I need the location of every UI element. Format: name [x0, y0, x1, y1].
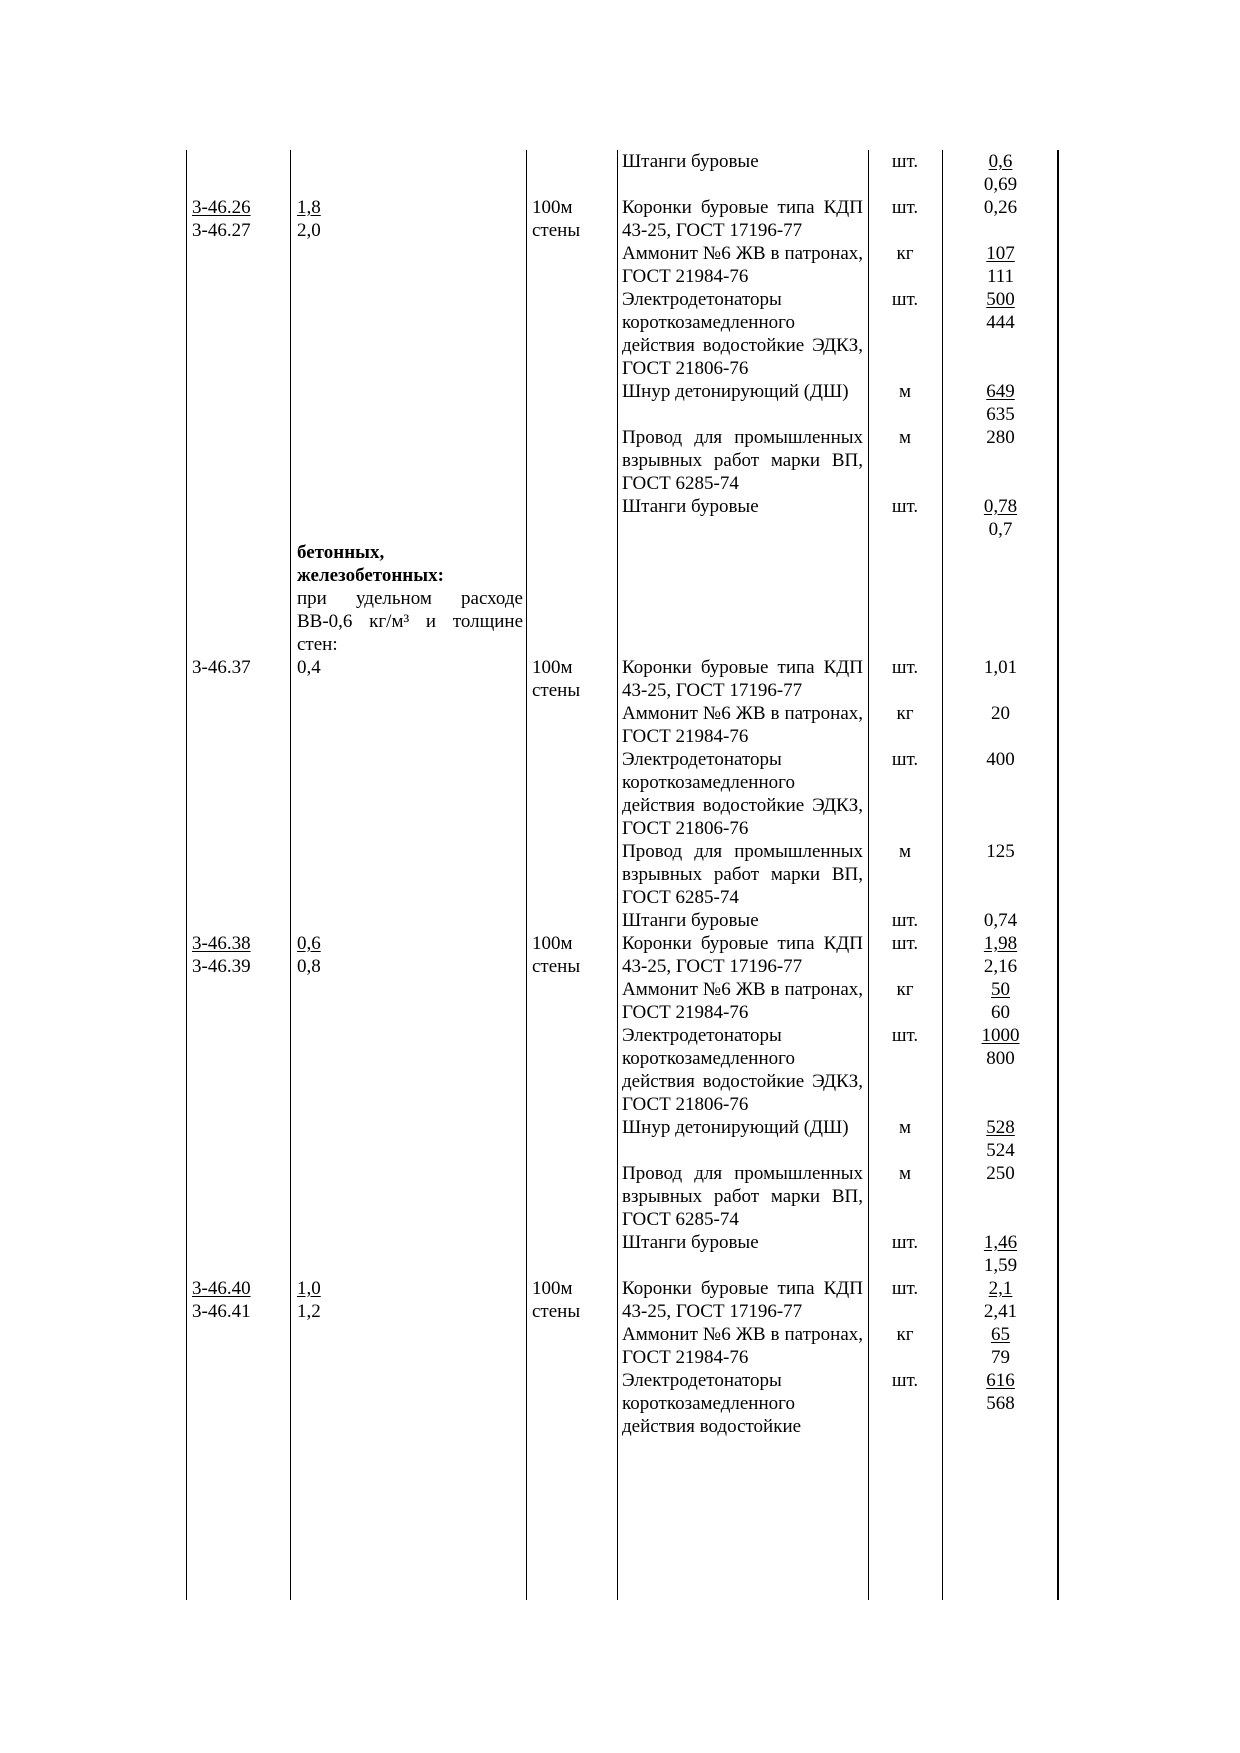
measure-cell: м: [898, 427, 912, 448]
unit-cell: [526, 702, 617, 748]
code-cell: [186, 840, 290, 909]
table-row: [186, 242, 1059, 288]
values-line: 79: [991, 1347, 1010, 1368]
measure-cell: шт.: [891, 749, 919, 770]
param-cell: [290, 978, 526, 1024]
value-cell: [942, 1323, 1059, 1369]
norms-table-sheet: [186, 150, 1059, 1600]
measure-cell: шт.: [891, 933, 919, 954]
table-row: [186, 840, 1059, 909]
code-cell: [186, 541, 290, 587]
unit-cell: [526, 840, 617, 909]
param-cell: [290, 932, 526, 978]
unit-line: стены: [532, 220, 581, 241]
code-cell: [186, 1116, 290, 1162]
unit-cell: [526, 1024, 617, 1116]
column-border-material: [868, 150, 869, 1600]
param-cell: [290, 242, 526, 288]
unit-cell: [526, 656, 617, 702]
values-line: 524: [986, 1140, 1015, 1161]
code-cell: [186, 1369, 290, 1438]
code-cell: [186, 242, 290, 288]
param-cell: [290, 495, 526, 541]
column-border-measure: [942, 150, 943, 1600]
unit-cell: [526, 1231, 617, 1277]
values-line: 1,98: [983, 933, 1018, 954]
unit-line: стены: [532, 1301, 581, 1322]
param-cell: [290, 1116, 526, 1162]
unit-cell: [526, 150, 617, 196]
param-line: 0,4: [297, 657, 321, 678]
code-cell: [186, 748, 290, 840]
material-cell: [617, 587, 868, 656]
values-line: 400: [986, 749, 1015, 770]
material-cell: Провод для промышленных взрывных работ марки ВП, ГОСТ 6285-74: [622, 427, 863, 494]
measure-cell: кг: [896, 703, 914, 724]
param-cell: [290, 840, 526, 909]
unit-cell: [526, 748, 617, 840]
table-row: [186, 495, 1059, 541]
table-row: [186, 1024, 1059, 1116]
table-row: [186, 380, 1059, 426]
column-border-param: [526, 150, 527, 1600]
unit-cell: [526, 426, 617, 495]
values-line: 60: [991, 1002, 1010, 1023]
material-cell: Коронки буровые типа КДП 43-25, ГОСТ 17196-77: [622, 933, 863, 977]
values-line: 0,26: [983, 197, 1018, 218]
value-cell: [942, 978, 1059, 1024]
values-line: 20: [991, 703, 1010, 724]
measure-cell: кг: [896, 979, 914, 1000]
measure-cell: [868, 541, 942, 587]
value-cell: [942, 748, 1059, 840]
values-line: 0,74: [983, 910, 1018, 931]
values-line: 65: [991, 1324, 1010, 1345]
param-cell: [290, 288, 526, 380]
code-cell: [186, 1231, 290, 1277]
material-cell: Аммонит №6 ЖВ в патронах, ГОСТ 21984-76: [622, 979, 863, 1023]
code-cell: [186, 150, 290, 196]
values-line: 1000: [981, 1025, 1020, 1046]
measure-cell: шт.: [891, 1232, 919, 1253]
code-line: 3-46.26: [192, 197, 251, 218]
column-border-unit: [617, 150, 618, 1600]
measure-cell: шт.: [891, 657, 919, 678]
code-line: 3-46.41: [192, 1301, 251, 1322]
table-row: [186, 1116, 1059, 1162]
unit-cell: [526, 909, 617, 932]
value-cell: [942, 1277, 1059, 1323]
values-line: 616: [986, 1370, 1015, 1391]
value-cell: [942, 1116, 1059, 1162]
param-cell: [290, 196, 526, 242]
value-cell: [942, 656, 1059, 702]
table-row: [186, 932, 1059, 978]
unit-cell: [526, 495, 617, 541]
param-cell: [290, 656, 526, 702]
param-line: 0,8: [297, 956, 321, 977]
value-cell: [942, 932, 1059, 978]
values-line: 0,78: [983, 496, 1018, 517]
code-cell: [186, 587, 290, 656]
values-line: 1,46: [983, 1232, 1018, 1253]
code-cell: [186, 426, 290, 495]
table-row: [186, 426, 1059, 495]
measure-cell: [868, 587, 942, 656]
value-cell: [942, 380, 1059, 426]
measure-cell: кг: [896, 243, 914, 264]
values-line: 649: [986, 381, 1015, 402]
value-cell: [942, 1231, 1059, 1277]
code-cell: [186, 932, 290, 978]
table-row: [186, 909, 1059, 932]
param-cell: [290, 380, 526, 426]
measure-cell: м: [898, 1117, 912, 1138]
param-line: 0,6: [297, 933, 321, 954]
measure-cell: шт.: [891, 151, 919, 172]
value-cell: [942, 541, 1059, 587]
param-line: железобетонных:: [297, 565, 444, 586]
values-line: 111: [986, 266, 1015, 287]
unit-cell: [526, 587, 617, 656]
value-cell: [942, 426, 1059, 495]
table-row: [186, 1162, 1059, 1231]
values-line: 2,1: [988, 1278, 1013, 1299]
param-cell: [290, 909, 526, 932]
material-cell: Коронки буровые типа КДП 43-25, ГОСТ 17196-77: [622, 657, 863, 701]
value-cell: [942, 495, 1059, 541]
material-cell: Провод для промышленных взрывных работ марки ВП, ГОСТ 6285-74: [622, 1163, 863, 1230]
values-line: 2,16: [983, 956, 1018, 977]
values-line: 1,01: [983, 657, 1018, 678]
values-line: 2,41: [983, 1301, 1018, 1322]
material-cell: Провод для промышленных взрывных работ марки ВП, ГОСТ 6285-74: [622, 841, 863, 908]
material-cell: [617, 541, 868, 587]
param-cell: [290, 541, 526, 587]
material-cell: Аммонит №6 ЖВ в патронах, ГОСТ 21984-76: [622, 703, 863, 747]
code-line: 3-46.40: [192, 1278, 251, 1299]
unit-line: 100м: [532, 933, 573, 954]
table-row: [186, 978, 1059, 1024]
material-cell: Штанги буровые: [622, 151, 759, 172]
material-cell: Шнур детонирующий (ДШ): [622, 1117, 849, 1138]
unit-cell: [526, 978, 617, 1024]
value-cell: [942, 587, 1059, 656]
material-cell: Аммонит №6 ЖВ в патронах, ГОСТ 21984-76: [622, 1324, 863, 1368]
value-cell: [942, 1369, 1059, 1438]
code-cell: [186, 288, 290, 380]
value-cell: [942, 288, 1059, 380]
column-border-code: [290, 150, 291, 1600]
material-cell: Штанги буровые: [622, 496, 759, 517]
code-line: 3-46.37: [192, 657, 251, 678]
material-cell: Коронки буровые типа КДП 43-25, ГОСТ 17196-77: [622, 197, 863, 241]
code-cell: [186, 702, 290, 748]
param-cell: [290, 150, 526, 196]
table-row: [186, 541, 1059, 587]
measure-cell: кг: [896, 1324, 914, 1345]
table-row: [186, 288, 1059, 380]
unit-line: стены: [532, 956, 581, 977]
value-cell: [942, 1024, 1059, 1116]
value-cell: [942, 840, 1059, 909]
value-cell: [942, 909, 1059, 932]
values-line: 568: [986, 1393, 1015, 1414]
measure-cell: шт.: [891, 496, 919, 517]
code-line: 3-46.39: [192, 956, 251, 977]
values-line: 635: [986, 404, 1015, 425]
unit-cell: [526, 1369, 617, 1438]
values-line: 0,6: [988, 151, 1013, 172]
values-line: 250: [986, 1163, 1015, 1184]
param-cell: [290, 702, 526, 748]
value-cell: [942, 242, 1059, 288]
measure-cell: шт.: [891, 197, 919, 218]
param-cell: [290, 1162, 526, 1231]
table-row: [186, 196, 1059, 242]
code-cell: [186, 495, 290, 541]
value-cell: [942, 702, 1059, 748]
unit-cell: [526, 1323, 617, 1369]
norms-table: [186, 150, 1059, 1438]
measure-cell: м: [898, 1163, 912, 1184]
values-line: 528: [986, 1117, 1015, 1138]
material-cell: Электродетонаторы короткозамедленного действия водостойкие ЭДКЗ, ГОСТ 21806-76: [622, 289, 863, 379]
value-cell: [942, 1162, 1059, 1231]
param-line: 1,2: [297, 1301, 321, 1322]
material-cell: Штанги буровые: [622, 1232, 759, 1253]
column-border-right: [1057, 150, 1059, 1600]
code-line: 3-46.27: [192, 220, 251, 241]
unit-cell: [526, 541, 617, 587]
values-line: 444: [986, 312, 1015, 333]
material-cell: Штанги буровые: [622, 910, 759, 931]
material-cell: Электродетонаторы короткозамедленного действия водостойкие ЭДКЗ, ГОСТ 21806-76: [622, 1025, 863, 1115]
material-cell: Шнур детонирующий (ДШ): [622, 381, 849, 402]
unit-cell: [526, 380, 617, 426]
param-cell: [290, 1231, 526, 1277]
code-line: 3-46.38: [192, 933, 251, 954]
material-cell: Электродетонаторы короткозамедленного действия водостойкие: [622, 1370, 802, 1437]
measure-cell: м: [898, 841, 912, 862]
param-cell: [290, 1323, 526, 1369]
param-line: 1,0: [297, 1278, 321, 1299]
unit-cell: [526, 932, 617, 978]
measure-cell: шт.: [891, 910, 919, 931]
table-row: [186, 1323, 1059, 1369]
code-cell: [186, 1277, 290, 1323]
table-row: [186, 702, 1059, 748]
measure-cell: шт.: [891, 1278, 919, 1299]
unit-cell: [526, 1277, 617, 1323]
code-cell: [186, 978, 290, 1024]
value-cell: [942, 196, 1059, 242]
measure-cell: м: [898, 381, 912, 402]
param-line: 1,8: [297, 197, 321, 218]
values-line: 0,7: [988, 519, 1013, 540]
unit-cell: [526, 1162, 617, 1231]
param-cell: [290, 1024, 526, 1116]
value-cell: [942, 150, 1059, 196]
unit-cell: [526, 1116, 617, 1162]
measure-cell: шт.: [891, 1370, 919, 1391]
param-cell: при удельном расходе ВВ-0,6 кг/м³ и толщине стен:: [297, 588, 523, 655]
code-cell: [186, 1323, 290, 1369]
unit-cell: [526, 288, 617, 380]
param-cell: [290, 1369, 526, 1438]
table-row: [186, 587, 1059, 656]
values-line: 50: [991, 979, 1010, 1000]
values-line: 280: [986, 427, 1015, 448]
table-row: [186, 1277, 1059, 1323]
param-cell: [290, 748, 526, 840]
param-line: бетонных,: [297, 542, 385, 563]
code-cell: [186, 1024, 290, 1116]
param-cell: [290, 1277, 526, 1323]
unit-line: стены: [532, 680, 581, 701]
param-line: 2,0: [297, 220, 321, 241]
code-cell: [186, 196, 290, 242]
column-border-left: [186, 150, 187, 1600]
code-cell: [186, 656, 290, 702]
unit-cell: [526, 196, 617, 242]
param-cell: [290, 426, 526, 495]
measure-cell: шт.: [891, 1025, 919, 1046]
table-row: [186, 150, 1059, 196]
code-cell: [186, 1162, 290, 1231]
values-line: 1,59: [983, 1255, 1018, 1276]
values-line: 125: [986, 841, 1015, 862]
unit-line: 100м: [532, 657, 573, 678]
table-row: [186, 1231, 1059, 1277]
measure-cell: шт.: [891, 289, 919, 310]
values-line: 0,69: [983, 174, 1018, 195]
unit-line: 100м: [532, 1278, 573, 1299]
material-cell: Аммонит №6 ЖВ в патронах, ГОСТ 21984-76: [622, 243, 863, 287]
values-line: 500: [986, 289, 1015, 310]
table-row: [186, 656, 1059, 702]
unit-line: 100м: [532, 197, 573, 218]
material-cell: Электродетонаторы короткозамедленного действия водостойкие ЭДКЗ, ГОСТ 21806-76: [622, 749, 863, 839]
code-cell: [186, 909, 290, 932]
unit-cell: [526, 242, 617, 288]
table-row: [186, 1369, 1059, 1438]
material-cell: Коронки буровые типа КДП 43-25, ГОСТ 17196-77: [622, 1278, 863, 1322]
values-line: 800: [986, 1048, 1015, 1069]
values-line: 107: [986, 243, 1015, 264]
code-cell: [186, 380, 290, 426]
table-row: [186, 748, 1059, 840]
